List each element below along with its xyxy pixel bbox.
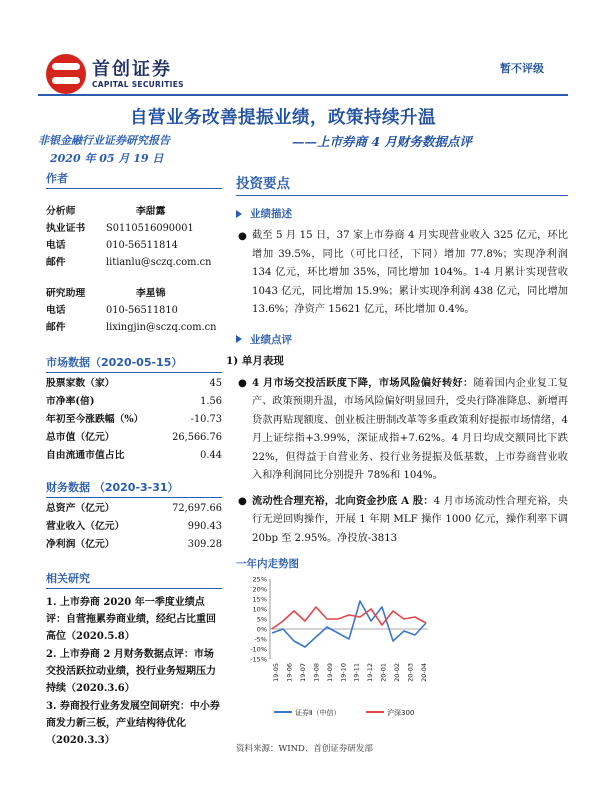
y-tick-label: -5% xyxy=(254,635,267,644)
x-tick-label: 19-06 xyxy=(285,663,294,682)
section-label: 业绩描述 xyxy=(250,208,292,220)
x-tick-label: 19-09 xyxy=(325,663,334,682)
market-data-row xyxy=(46,411,222,429)
market-data-row xyxy=(46,429,222,447)
related-research-heading: 相关研究 xyxy=(46,570,222,589)
assistant-phone-row xyxy=(46,302,222,319)
y-tick-label: 5% xyxy=(256,615,267,624)
summary-heading: 投资要点 xyxy=(236,172,568,196)
related-research-link[interactable]: 2. 上市券商 2 月财务数据点评：市场交投活跃拉动业绩，投行业务短期压力持续（2020.3.6） xyxy=(46,649,216,694)
header-divider xyxy=(38,94,568,96)
paragraph-lead: 流动性合理充裕，北向资金抄底 A 股： xyxy=(252,494,434,507)
phone-value: 010-56511810 xyxy=(106,305,178,316)
financial-data-label: 净利润（亿元） xyxy=(46,539,115,550)
report-date: 2020 年 05 月 19 日 xyxy=(50,152,164,165)
section-performance-description xyxy=(236,206,568,221)
phone-label: 电话 xyxy=(46,240,66,251)
legend-label: 沪深300 xyxy=(387,709,415,717)
section-performance-review xyxy=(236,332,568,347)
y-tick-label: 20% xyxy=(252,585,267,594)
assistant-name: 李星锦 xyxy=(136,288,166,299)
market-data-label: 年初至今涨跌幅（%） xyxy=(46,414,144,425)
financial-data-row xyxy=(46,536,222,554)
paragraph-2 xyxy=(236,374,568,486)
market-data-value: 0.44 xyxy=(200,450,222,461)
market-data-heading: 市场数据（2020-05-15） xyxy=(46,354,222,373)
assistant-email-row xyxy=(46,319,222,336)
logo-mark-icon xyxy=(46,54,86,94)
market-data-row xyxy=(46,375,222,393)
x-tick-label: 20-04 xyxy=(420,663,428,682)
phone-label: 电话 xyxy=(46,305,66,316)
related-research-list xyxy=(46,589,222,749)
paragraph-lead: 4 月市场交投活跃度下降，市场风险偏好转好： xyxy=(252,376,474,389)
cert-value: S0110516090001 xyxy=(106,223,194,234)
market-data-label: 市净率(倍) xyxy=(46,396,95,407)
assistant-role: 研究助理 xyxy=(46,288,86,299)
market-data-value: 1.56 xyxy=(200,396,222,407)
x-tick-label: 19-12 xyxy=(366,663,375,682)
logo-en-text: CAPITAL SECURITIES xyxy=(92,79,184,89)
financial-data-heading: 财务数据 （2020-3-31） xyxy=(46,479,222,498)
analyst-phone-row xyxy=(46,237,222,254)
report-subtitle: ——上市券商 4 月财务数据点评 xyxy=(292,134,472,149)
x-tick-label: 19-10 xyxy=(339,663,348,682)
y-tick-label: 25% xyxy=(252,575,267,584)
market-data-value: 26,566.76 xyxy=(172,432,222,443)
section-label: 业绩点评 xyxy=(250,333,292,346)
y-tick-label: 15% xyxy=(252,595,267,604)
market-data-label: 股票家数（家） xyxy=(46,378,115,389)
financial-data-value: 309.28 xyxy=(187,539,222,550)
financial-data-label: 总资产（亿元） xyxy=(46,503,115,514)
email-label: 邮件 xyxy=(46,322,66,333)
email-link[interactable]: litianlu@sczq.com.cn xyxy=(106,257,212,268)
x-tick-label: 19-07 xyxy=(298,663,307,682)
data-source-note: 资料来源：WIND、首创证券研发部 xyxy=(236,744,373,754)
market-data-value: -10.73 xyxy=(190,414,222,425)
email-link[interactable]: lixingjin@sczq.com.cn xyxy=(106,322,217,333)
financial-data-value: 72,697.66 xyxy=(172,503,222,514)
paragraph-text: 随着国内企业复工复产、政策预期升温，市场风险偏好明显回升，受央行降准降息、新增再贷款再贴现额度、创业板注册制改革等多重政策利好提振市场情绪，4 月上证综指+3.99%，深证成指+7.62%。4 月日均成交额同比下跌 22%，但得益于自营业务、投行业务提振及低基数，上市券商营业收入和净利润同比分别提升 78%和 104%。 xyxy=(252,377,569,481)
market-data-label: 自由流通市值占比 xyxy=(46,450,125,461)
financial-data-row xyxy=(46,518,222,536)
assistant-row xyxy=(46,285,222,302)
related-research-link[interactable]: 3. 券商投行业务发展空间研究：中小券商发力新三板，产业结构待优化（2020.3.3） xyxy=(46,701,220,746)
report-type: 非银金融行业证券研究报告 xyxy=(38,134,170,147)
market-data-list xyxy=(46,373,222,465)
x-tick-label: 20-02 xyxy=(393,663,402,682)
paragraph-text: 4 月市场流动性合理充裕，央行无逆回购操作，开展 1 年期 MLF 操作 1000 亿元，操作利率下调 20bp 至 2.95%。净投放-3813 xyxy=(252,495,569,544)
paragraph-3 xyxy=(236,492,568,549)
market-data-row xyxy=(46,447,222,465)
triangle-bullet-icon xyxy=(236,210,242,218)
y-tick-label: -15% xyxy=(250,655,267,664)
analyst-cert-row xyxy=(46,220,222,237)
chart-title: 一年内走势图 xyxy=(236,558,299,570)
paragraph-1 xyxy=(236,227,568,320)
x-tick-label: 19-11 xyxy=(352,663,361,682)
trend-chart-svg xyxy=(236,571,436,721)
bullet-dot-icon: ● xyxy=(238,494,247,507)
x-tick-label: 19-08 xyxy=(312,663,321,682)
authors-heading: 作者 xyxy=(46,170,222,189)
bullet-dot-icon: ● xyxy=(238,230,247,242)
series-line-securities xyxy=(272,601,426,647)
analyst-name: 李甜露 xyxy=(136,206,166,217)
triangle-bullet-icon xyxy=(236,335,242,343)
x-tick-label: 20-03 xyxy=(406,663,415,682)
related-research-link[interactable]: 1. 上市券商 2020 年一季度业绩点评：自营拖累券商业绩，经纪占比重回高位（2020.5.8） xyxy=(46,597,216,642)
bullet-dot-icon: ● xyxy=(238,376,247,389)
market-data-value: 45 xyxy=(209,378,222,389)
y-tick-label: 10% xyxy=(252,605,267,614)
market-data-label: 总市值（亿元） xyxy=(46,432,115,443)
report-header xyxy=(0,0,600,165)
financial-data-row xyxy=(46,500,222,518)
main-content xyxy=(226,172,569,772)
series-line-csi300 xyxy=(272,607,426,629)
x-tick-label: 19-05 xyxy=(272,663,280,682)
rating-badge: 暂不评级 xyxy=(500,62,544,75)
x-tick-label: 20-01 xyxy=(379,663,388,682)
monthly-performance-heading: 1) 单月表现 xyxy=(226,354,284,367)
financial-data-value: 990.43 xyxy=(187,521,222,532)
company-logo xyxy=(46,52,196,96)
phone-value: 010-56511814 xyxy=(106,240,178,251)
financial-data-list xyxy=(46,498,222,554)
analyst-row xyxy=(46,203,222,220)
market-data-row xyxy=(46,393,222,411)
financial-data-label: 营业收入（亿元） xyxy=(46,521,125,532)
sidebar xyxy=(46,170,222,760)
email-label: 邮件 xyxy=(46,257,66,268)
analyst-role: 分析师 xyxy=(46,206,76,217)
y-tick-label: -10% xyxy=(250,645,267,654)
cert-label: 执业证书 xyxy=(46,223,86,234)
y-tick-label: 0% xyxy=(256,625,267,634)
analyst-email-row xyxy=(46,254,222,271)
trend-chart xyxy=(236,571,436,721)
report-title: 自营业务改善提振业绩，政策持续升温 xyxy=(130,108,436,128)
legend-label: 证券Ⅱ（中信） xyxy=(295,709,341,717)
logo-cn-text: 首创证券 xyxy=(92,58,172,80)
paragraph-text: 截至 5 月 15 日，37 家上市券商 4 月实现营业收入 325 亿元，环比增加 39.5%，同比（可比口径，下同）增加 77.8%；实现净利润 134 亿元，环比增加 35%，同比增加 104%。1-4 月累计实现营收 1043 亿元，同比增加 15.9%；累计实现净利润 438 亿元，同比增加 13.6%；净资产 15621 亿元，环比增加 0.4%。 xyxy=(252,230,568,315)
